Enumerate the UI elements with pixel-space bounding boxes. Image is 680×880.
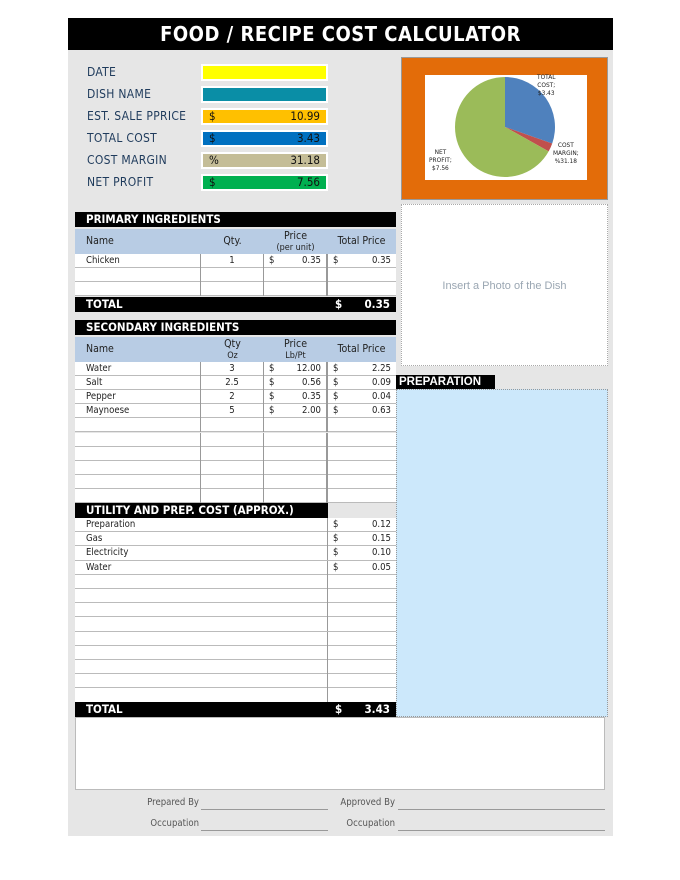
secondary-row[interactable] (75, 390, 396, 404)
primary-qty-cell[interactable]: 1 (201, 254, 264, 268)
secondary-price-cell[interactable] (264, 390, 327, 404)
primary-price-value: 0.35 (301, 255, 321, 266)
utility-total-cell[interactable] (327, 632, 396, 646)
secondary-header-price (264, 338, 327, 362)
notes-area[interactable] (75, 717, 605, 790)
pie-label-line: COST; (537, 81, 556, 89)
secondary-qty-cell[interactable]: 2 (201, 390, 264, 404)
utility-name-cell[interactable] (75, 632, 201, 646)
occupation-label: Occupation (346, 818, 395, 829)
field-total-cost[interactable] (201, 130, 328, 147)
secondary-ingredients-title: SECONDARY INGREDIENTS (75, 320, 396, 335)
primary-total-cell[interactable] (327, 282, 396, 296)
primary-total-cell[interactable] (327, 268, 396, 282)
utility-total-cell[interactable] (327, 532, 396, 546)
utility-row[interactable] (75, 688, 396, 702)
utility-total-value: 0.05 (371, 561, 391, 573)
secondary-column-header (75, 337, 396, 362)
primary-row[interactable] (75, 268, 396, 282)
pie-label-line: TOTAL (537, 73, 556, 81)
secondary-price-currency: $ (269, 405, 275, 417)
cost-margin-value: 31.18 (290, 153, 320, 167)
secondary-header-qty (201, 338, 264, 362)
utility-total-cell[interactable] (327, 617, 396, 631)
field-dish-name[interactable] (201, 86, 328, 103)
grand-total-bar-label: TOTAL (86, 702, 123, 716)
utility-cost-title: UTILITY AND PREP. COST (APPROX.) (75, 503, 328, 518)
secondary-row[interactable] (75, 362, 396, 376)
secondary-price-cell[interactable] (264, 362, 327, 376)
primary-name-cell[interactable] (75, 282, 201, 296)
secondary-name-cell[interactable]: Maynoese (75, 404, 201, 418)
secondary-header-total (327, 343, 396, 355)
secondary-qty-cell[interactable] (201, 461, 264, 475)
secondary-total-currency: $ (333, 405, 339, 417)
secondary-price-cell[interactable] (264, 404, 327, 418)
primary-total-value: 0.35 (371, 255, 391, 266)
secondary-total-cell[interactable] (327, 404, 396, 418)
secondary-total-cell[interactable] (327, 418, 396, 432)
secondary-name-cell[interactable] (75, 489, 201, 503)
utility-name-cell[interactable] (75, 646, 201, 660)
secondary-qty-cell[interactable] (201, 489, 264, 503)
secondary-row[interactable] (75, 433, 396, 447)
utility-name-cell[interactable] (75, 589, 201, 603)
utility-total-value: 0.10 (371, 547, 391, 559)
est-sale-pprice-value: 10.99 (290, 109, 320, 123)
pie-label-line: COST (557, 141, 574, 149)
primary-total-bar-amount (335, 297, 390, 312)
primary-header-price-text: Price (283, 230, 308, 242)
secondary-header-price-sub: Lb/Pt (285, 351, 306, 361)
utility-name-cell[interactable] (75, 603, 201, 617)
secondary-qty-cell[interactable]: 2.5 (201, 376, 264, 390)
net-profit-symbol: $ (209, 175, 216, 189)
primary-header-name: Name (86, 235, 114, 247)
utility-row[interactable] (75, 589, 396, 603)
secondary-price-value: 2.00 (301, 405, 321, 417)
primary-total-bar-label: TOTAL (86, 297, 123, 311)
utility-total-cell[interactable] (327, 646, 396, 660)
secondary-price-cell[interactable] (264, 418, 327, 432)
secondary-price-cell[interactable] (264, 489, 327, 503)
utility-total-cell[interactable] (327, 674, 396, 688)
grand-total-bar (75, 702, 396, 717)
utility-row[interactable] (75, 660, 396, 674)
secondary-row[interactable] (75, 418, 396, 432)
utility-total-value: 0.12 (371, 519, 391, 530)
primary-total-cell[interactable] (327, 254, 396, 268)
primary-column-header (75, 229, 396, 254)
secondary-price-cell[interactable] (264, 447, 327, 461)
approved-by-label: Approved By (340, 797, 395, 808)
field-est-sale-pprice[interactable] (201, 108, 328, 125)
secondary-price-currency: $ (269, 391, 275, 403)
primary-total-bar (75, 297, 396, 312)
primary-header-total (327, 235, 396, 247)
primary-row[interactable] (75, 282, 396, 296)
secondary-header-qty-sub: Oz (227, 351, 238, 361)
grand-total-bar-amount (335, 702, 390, 717)
primary-header-price (264, 230, 327, 254)
utility-name-cell[interactable] (75, 688, 201, 702)
secondary-header-name: Name (86, 343, 114, 355)
pie-label-line: PROFIT; (429, 156, 452, 164)
secondary-name-cell[interactable]: Water (75, 362, 201, 376)
secondary-total-currency: $ (333, 391, 339, 403)
secondary-total-value: 0.63 (371, 405, 391, 417)
secondary-qty-cell[interactable]: 5 (201, 404, 264, 418)
pie-label-line: $7.56 (432, 164, 449, 172)
secondary-row[interactable] (75, 404, 396, 418)
primary-name-cell[interactable]: Chicken (75, 254, 201, 268)
secondary-name-cell[interactable] (75, 433, 201, 447)
label-date: DATE (87, 65, 117, 79)
secondary-name-cell[interactable]: Pepper (75, 390, 201, 404)
utility-total-currency: $ (333, 547, 339, 559)
preparation-text-area[interactable] (396, 389, 608, 717)
secondary-price-cell[interactable] (264, 475, 327, 489)
secondary-total-cell[interactable] (327, 433, 396, 447)
utility-row[interactable] (75, 518, 396, 532)
utility-total-cell[interactable] (327, 603, 396, 617)
approved-by-field[interactable] (398, 809, 605, 810)
occupation-label: Occupation (150, 818, 199, 829)
secondary-price-value: 0.35 (301, 391, 321, 403)
utility-total-cell[interactable] (327, 575, 396, 589)
est-sale-pprice-symbol: $ (209, 109, 216, 123)
utility-name-cell[interactable]: Water (86, 561, 112, 573)
grand-total-bar-value: 3.43 (364, 702, 390, 716)
secondary-name-cell[interactable] (75, 418, 201, 432)
pie-label-line: %31.18 (554, 157, 577, 165)
secondary-total-cell[interactable] (327, 489, 396, 503)
secondary-name-cell[interactable]: Salt (75, 376, 201, 390)
utility-total-cell[interactable] (327, 546, 396, 560)
secondary-row[interactable] (75, 461, 396, 475)
utility-name-cell[interactable]: Gas (86, 533, 103, 545)
utility-row[interactable] (75, 546, 396, 560)
secondary-name-cell[interactable] (75, 475, 201, 489)
utility-total-currency: $ (333, 519, 339, 530)
secondary-header-price-text: Price (283, 338, 308, 350)
utility-total-cell[interactable] (327, 660, 396, 674)
primary-qty-cell[interactable] (201, 268, 264, 282)
primary-header-total-text: Total Price (337, 235, 386, 247)
label-net-profit: NET PROFIT (87, 175, 154, 189)
preparation-title: PREPARATION (396, 375, 495, 389)
secondary-total-cell[interactable] (327, 376, 396, 390)
secondary-qty-cell[interactable] (201, 433, 264, 447)
utility-row[interactable] (75, 561, 396, 575)
secondary-row[interactable] (75, 475, 396, 489)
secondary-row[interactable] (75, 447, 396, 461)
secondary-qty-cell[interactable]: 3 (201, 362, 264, 376)
secondary-price-value: 0.56 (301, 377, 321, 389)
primary-total-currency: $ (333, 255, 339, 266)
secondary-header-total-text: Total Price (337, 343, 386, 355)
utility-name-cell[interactable] (75, 674, 201, 688)
label-est-sale-pprice: EST. SALE PPRICE (87, 109, 187, 123)
prepared-by-field[interactable] (201, 809, 328, 810)
utility-total-currency: $ (333, 533, 339, 545)
secondary-price-cell[interactable] (264, 461, 327, 475)
cost-margin-symbol: % (209, 153, 219, 167)
secondary-total-cell[interactable] (327, 362, 396, 376)
net-profit-value: 7.56 (296, 175, 320, 189)
primary-row[interactable] (75, 254, 396, 268)
field-date[interactable] (201, 64, 328, 81)
pie-label-net-profit (429, 148, 452, 172)
utility-row[interactable] (75, 617, 396, 631)
field-net-profit[interactable] (201, 174, 328, 191)
secondary-total-currency: $ (333, 377, 339, 389)
field-cost-margin[interactable] (201, 152, 328, 169)
secondary-qty-cell[interactable] (201, 447, 264, 461)
occupation-field[interactable] (398, 830, 605, 831)
pie-label-cost-margin (553, 141, 579, 165)
utility-row[interactable] (75, 674, 396, 688)
primary-header-qty-text: Qty. (223, 235, 242, 247)
pie-label-line: NET (434, 148, 447, 156)
primary-price-currency: $ (269, 255, 275, 266)
page-title: FOOD / RECIPE COST CALCULATOR (68, 18, 613, 50)
secondary-name-cell[interactable] (75, 447, 201, 461)
utility-row[interactable] (75, 646, 396, 660)
secondary-price-currency: $ (269, 363, 275, 374)
utility-total-cell[interactable] (327, 688, 396, 702)
secondary-row[interactable] (75, 489, 396, 503)
secondary-total-cell[interactable] (327, 461, 396, 475)
secondary-price-currency: $ (269, 377, 275, 389)
utility-name-cell[interactable] (75, 617, 201, 631)
secondary-total-value: 0.09 (371, 377, 391, 389)
secondary-price-cell[interactable] (264, 433, 327, 447)
occupation-field[interactable] (201, 830, 328, 831)
pie-chart (425, 75, 587, 180)
secondary-total-cell[interactable] (327, 390, 396, 404)
utility-name-cell[interactable]: Electricity (86, 547, 129, 559)
secondary-total-cell[interactable] (327, 447, 396, 461)
secondary-total-value: 0.04 (371, 391, 391, 403)
secondary-price-value: 12.00 (296, 363, 321, 374)
label-total-cost: TOTAL COST (87, 131, 158, 145)
utility-row[interactable] (75, 603, 396, 617)
utility-row[interactable] (75, 575, 396, 589)
secondary-qty-cell[interactable] (201, 475, 264, 489)
label-dish-name: DISH NAME (87, 87, 152, 101)
total-cost-symbol: $ (209, 131, 216, 145)
primary-total-bar-currency: $ (335, 297, 343, 311)
primary-price-cell[interactable] (264, 268, 327, 282)
secondary-total-cell[interactable] (327, 475, 396, 489)
grand-total-bar-currency: $ (335, 702, 343, 716)
utility-name-cell[interactable] (75, 660, 201, 674)
dish-photo-placeholder[interactable]: Insert a Photo of the Dish (401, 204, 608, 366)
pie-label-line: MARGIN; (553, 149, 579, 157)
total-cost-value: 3.43 (296, 131, 320, 145)
primary-header-price-sub: (per unit) (276, 243, 315, 253)
utility-total-cell[interactable] (327, 589, 396, 603)
utility-total-cell[interactable] (327, 518, 396, 532)
secondary-row[interactable] (75, 376, 396, 390)
utility-name-cell[interactable] (75, 575, 201, 589)
primary-qty-cell[interactable] (201, 282, 264, 296)
primary-ingredients-title: PRIMARY INGREDIENTS (75, 212, 396, 227)
secondary-name-cell[interactable] (75, 461, 201, 475)
primary-total-bar-value: 0.35 (364, 297, 390, 311)
primary-price-cell[interactable] (264, 254, 327, 268)
utility-total-cell[interactable] (327, 561, 396, 575)
utility-row[interactable] (75, 532, 396, 546)
secondary-price-cell[interactable] (264, 376, 327, 390)
utility-total-value: 0.15 (371, 533, 391, 545)
primary-name-cell[interactable] (75, 268, 201, 282)
prepared-by-label: Prepared By (147, 797, 199, 808)
secondary-total-value: 2.25 (371, 363, 391, 374)
utility-total-currency: $ (333, 561, 339, 573)
secondary-header-qty-text: Qty (224, 338, 241, 350)
label-cost-margin: COST MARGIN (87, 153, 168, 167)
utility-name-cell[interactable]: Preparation (86, 519, 136, 530)
utility-row[interactable] (75, 632, 396, 646)
primary-header-qty (201, 235, 264, 247)
secondary-total-currency: $ (333, 363, 339, 374)
pie-label-line: $3.43 (537, 89, 555, 97)
primary-price-cell[interactable] (264, 282, 327, 296)
secondary-qty-cell[interactable] (201, 418, 264, 432)
pie-label-total-cost (537, 73, 556, 97)
